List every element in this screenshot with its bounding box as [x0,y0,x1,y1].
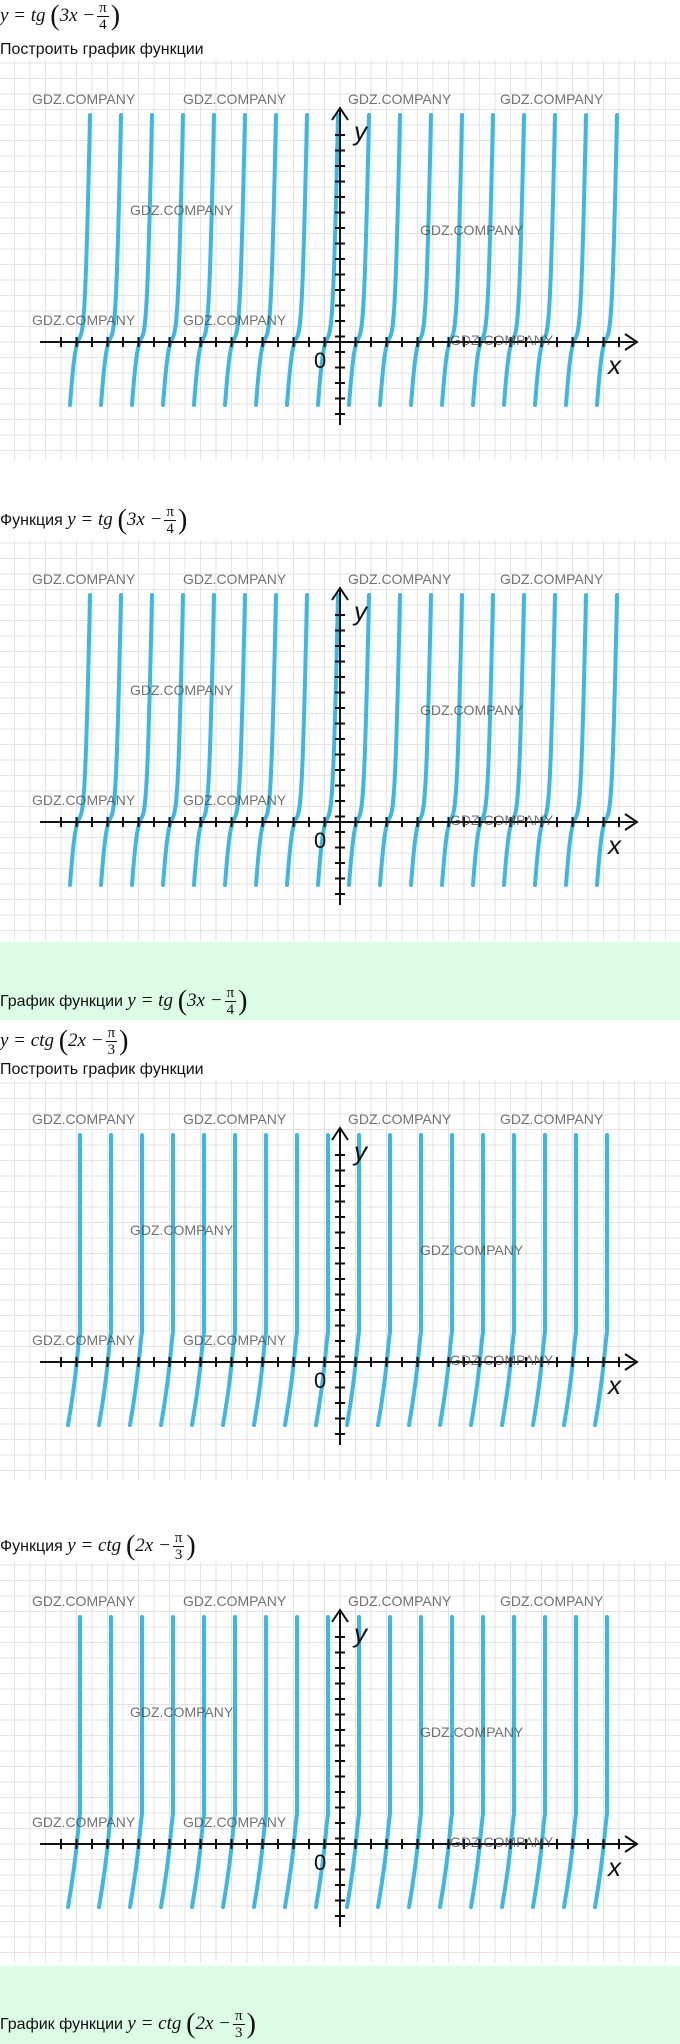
function-branch [566,115,586,405]
y-axis-label: y [354,116,367,146]
watermark: GDZ.COMPANY [420,702,524,718]
origin-label: 0 [314,348,327,373]
watermark: GDZ.COMPANY [500,571,604,587]
function-branch [68,1135,80,1425]
function-branch [194,595,214,885]
watermark: GDZ.COMPANY [183,1814,287,1830]
function-branch [194,115,214,405]
function-branch [504,595,524,885]
watermark: GDZ.COMPANY [32,312,136,328]
watermark: GDZ.COMPANY [450,1352,554,1368]
x-axis-label: x [608,350,621,380]
function-branch [285,1135,297,1425]
function-branch [101,595,121,885]
function-branch [471,1617,483,1907]
watermark: GDZ.COMPANY [348,1593,452,1609]
function-branch [99,1135,111,1425]
watermark: GDZ.COMPANY [130,1704,234,1720]
task1-caption: Функция y = tg (3x − $\frac{\pi}{4}$ ) [0,504,188,537]
watermark: GDZ.COMPANY [32,792,136,808]
task2-formula: y = ctg (2x − $\frac{\pi}{3}$ ) [0,1025,129,1058]
watermark: GDZ.COMPANY [130,202,234,218]
x-axis-label: x [608,1852,621,1882]
function-branch [192,1617,204,1907]
function-branch [502,1617,514,1907]
function-branch [442,595,462,885]
function-branch [132,595,152,885]
x-axis-label: x [608,830,621,860]
function-branch [99,1617,111,1907]
watermark: GDZ.COMPANY [183,792,287,808]
watermark: GDZ.COMPANY [500,1593,604,1609]
function-branch [70,115,90,405]
function-branch [347,1617,359,1907]
function-branch [473,115,493,405]
function-branch [440,1135,452,1425]
function-branch [409,1135,421,1425]
function-branch [161,1617,173,1907]
function-branch [285,1617,297,1907]
function-branch [256,595,276,885]
function-branch [223,1617,235,1907]
function-branch [380,115,400,405]
function-branch [347,1135,359,1425]
function-branch [349,595,369,885]
function-branch [70,595,90,885]
task1-instruction: Построить график функции [0,41,204,58]
task1-answer: График функции y = tg (3x − $\frac{\pi}{4}$ ) [0,985,248,1018]
y-axis-label: y [354,596,367,626]
watermark: GDZ.COMPANY [450,1834,554,1850]
function-branch [411,115,431,405]
function-branch [287,115,307,405]
watermark: GDZ.COMPANY [130,1222,234,1238]
watermark: GDZ.COMPANY [420,1724,524,1740]
function-branch [287,595,307,885]
watermark: GDZ.COMPANY [420,1242,524,1258]
watermark: GDZ.COMPANY [450,812,554,828]
graph-tg-1 [0,60,680,460]
watermark: GDZ.COMPANY [183,1111,287,1127]
graph-tg-2 [0,540,680,940]
function-branch [223,1135,235,1425]
function-branch [411,595,431,885]
function-branch [378,1617,390,1907]
watermark: GDZ.COMPANY [348,91,452,107]
graph-panel-3 [0,1080,680,1480]
function-branch [471,1135,483,1425]
watermark: GDZ.COMPANY [450,332,554,348]
function-branch [161,1135,173,1425]
function-branch [256,115,276,405]
function-branch [442,115,462,405]
watermark: GDZ.COMPANY [32,91,136,107]
watermark: GDZ.COMPANY [32,1593,136,1609]
function-branch [225,595,245,885]
function-branch [68,1617,80,1907]
function-branch [254,1617,266,1907]
function-branch [130,1617,142,1907]
watermark: GDZ.COMPANY [183,312,287,328]
origin-label: 0 [314,1368,327,1393]
function-branch [349,115,369,405]
y-axis-label: y [354,1618,367,1648]
watermark: GDZ.COMPANY [183,91,287,107]
watermark: GDZ.COMPANY [183,571,287,587]
watermark: GDZ.COMPANY [500,91,604,107]
watermark: GDZ.COMPANY [183,1593,287,1609]
y-axis-label: y [354,1136,367,1166]
graph-ctg-1 [0,1080,680,1480]
function-branch [163,115,183,405]
function-branch [564,1617,576,1907]
x-axis-label: x [608,1370,621,1400]
function-branch [535,115,555,405]
graph-panel-4 [0,1562,680,1962]
function-branch [473,595,493,885]
task2-answer: График функции y = ctg (2x − $\frac{\pi}{3}$ ) [0,2008,256,2041]
function-branch [254,1135,266,1425]
watermark: GDZ.COMPANY [32,1111,136,1127]
watermark: GDZ.COMPANY [420,222,524,238]
watermark: GDZ.COMPANY [348,1111,452,1127]
graph-panel-2 [0,540,680,940]
function-branch [132,115,152,405]
function-branch [130,1135,142,1425]
function-branch [533,1135,545,1425]
function-branch [101,115,121,405]
watermark: GDZ.COMPANY [130,682,234,698]
function-branch [595,1135,607,1425]
graph-panel-1 [0,60,680,460]
task1-formula: y = tg (3x − $\frac{\pi}{4}$ ) [0,0,121,33]
task2-caption: Функция y = ctg (2x − $\frac{\pi}{3}$ ) [0,1530,196,1563]
function-branch [163,595,183,885]
function-branch [409,1617,421,1907]
watermark: GDZ.COMPANY [500,1111,604,1127]
task2-instruction: Построить график функции [0,1061,204,1078]
watermark: GDZ.COMPANY [32,1814,136,1830]
function-branch [535,595,555,885]
watermark: GDZ.COMPANY [348,571,452,587]
function-branch [533,1617,545,1907]
function-branch [566,595,586,885]
function-branch [504,115,524,405]
origin-label: 0 [314,828,327,853]
function-branch [225,115,245,405]
watermark: GDZ.COMPANY [32,571,136,587]
graph-ctg-2 [0,1562,680,1962]
function-branch [564,1135,576,1425]
function-branch [378,1135,390,1425]
function-branch [440,1617,452,1907]
watermark: GDZ.COMPANY [183,1332,287,1348]
watermark: GDZ.COMPANY [32,1332,136,1348]
function-branch [502,1135,514,1425]
origin-label: 0 [314,1850,327,1875]
function-branch [380,595,400,885]
function-branch [595,1617,607,1907]
function-branch [192,1135,204,1425]
